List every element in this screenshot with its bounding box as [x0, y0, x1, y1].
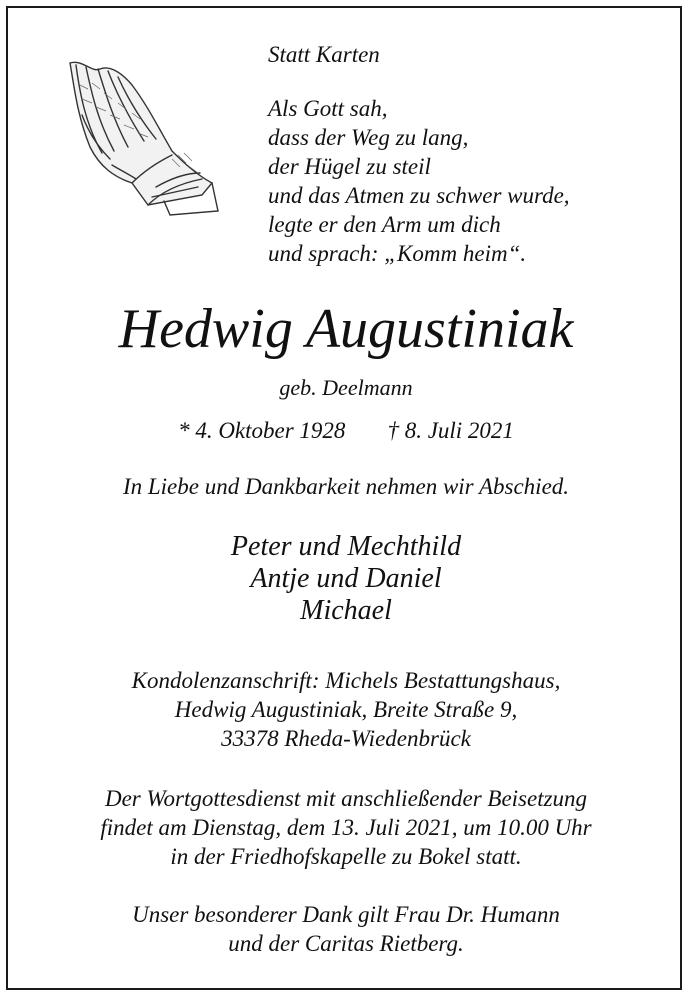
deceased-name: Hedwig Augustiniak: [118, 298, 574, 360]
service-line: findet am Dienstag, dem 13. Juli 2021, um 10.00 Uhr: [100, 815, 592, 840]
mourner: Antje und Daniel: [250, 563, 442, 594]
praying-hands-icon: [52, 55, 222, 225]
thanks-note: [0, 900, 692, 958]
mourner: Michael: [300, 595, 392, 626]
poem-line: und das Atmen zu schwer wurde,: [268, 183, 570, 208]
poem-line: legte er den Arm um dich: [268, 212, 501, 237]
birth-date: * 4. Oktober 1928: [178, 418, 346, 443]
service-info: [0, 784, 692, 871]
poem-line: dass der Weg zu lang,: [268, 125, 469, 150]
maiden-name: geb. Deelmann: [279, 375, 413, 400]
death-date: † 8. Juli 2021: [387, 418, 514, 443]
condolence-address: [0, 666, 692, 753]
farewell-text: In Liebe und Dankbarkeit nehmen wir Abschied.: [122, 474, 570, 499]
condolence-line: Kondolenzanschrift: Michels Bestattungshaus,: [131, 668, 561, 693]
poem-line: der Hügel zu steil: [268, 154, 431, 179]
service-line: Der Wortgottesdienst mit anschließender Beisetzung: [104, 786, 588, 811]
thanks-line: Unser besonderer Dank gilt Frau Dr. Humann: [132, 902, 560, 927]
life-dates: [0, 418, 692, 444]
poem-line: und sprach: „Komm heim“.: [268, 241, 527, 266]
poem: [268, 40, 668, 268]
intro-text: Statt Karten: [268, 42, 380, 67]
condolence-line: 33378 Rheda-Wiedenbrück: [221, 726, 471, 751]
condolence-line: Hedwig Augustiniak, Breite Straße 9,: [174, 697, 518, 722]
thanks-line: und der Caritas Rietberg.: [228, 931, 464, 956]
mourners-list: [0, 531, 692, 627]
mourner: Peter und Mechthild: [230, 531, 462, 562]
service-line: in der Friedhofskapelle zu Bokel statt.: [170, 844, 522, 869]
poem-line: Als Gott sah,: [268, 96, 388, 121]
